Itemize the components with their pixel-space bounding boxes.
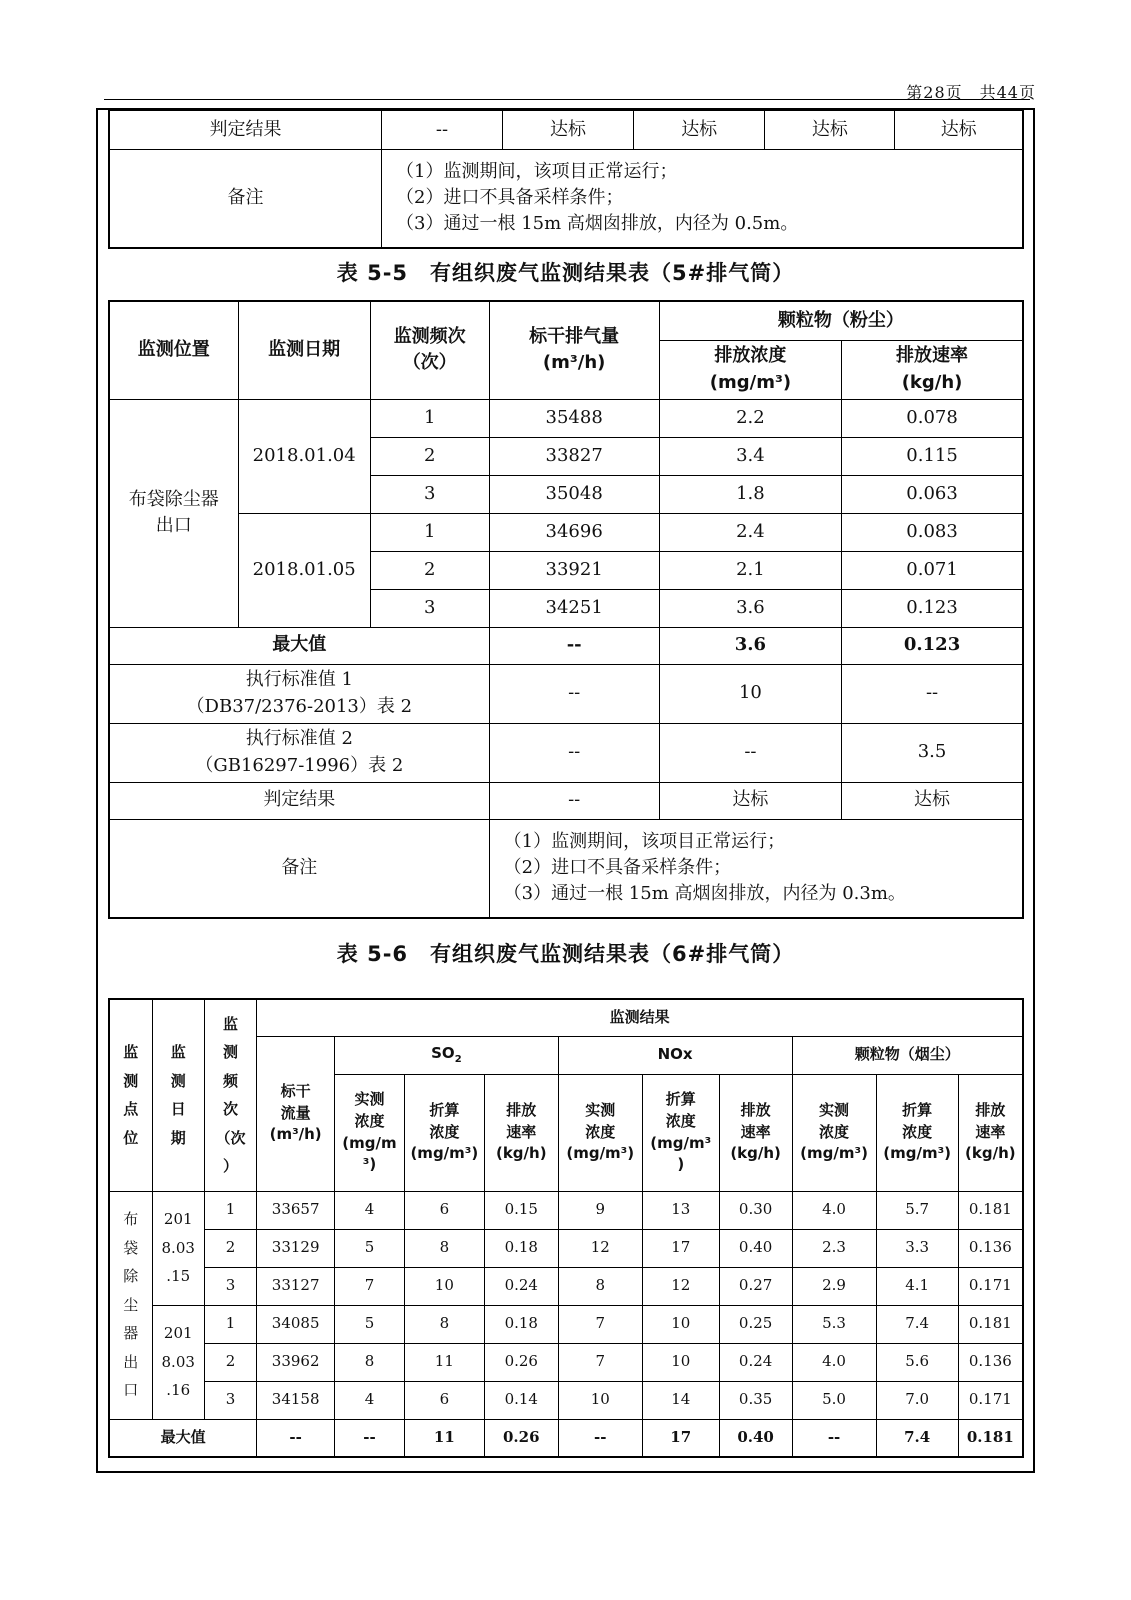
cell: 7 <box>335 1267 405 1305</box>
result-cell: 达标 <box>895 110 1023 149</box>
header-char: 位 <box>123 1128 139 1147</box>
table-5-5 <box>108 300 1024 919</box>
column-header <box>659 340 841 399</box>
max-label: 最大值 <box>109 1419 257 1457</box>
cell: 0.30 <box>719 1191 792 1229</box>
cell: 3 <box>370 475 489 513</box>
cell: 1 <box>204 1305 256 1343</box>
remarks-label: 备注 <box>109 149 382 248</box>
label-line: 执行标准值 2 <box>245 728 353 750</box>
table-row <box>109 513 1023 551</box>
header-char: 监 <box>170 1043 186 1062</box>
cell: 3.4 <box>659 437 841 475</box>
cell: 8 <box>335 1343 405 1381</box>
cell: 3 <box>204 1267 256 1305</box>
header-char: 日 <box>170 1100 186 1119</box>
location-cell <box>109 399 238 627</box>
date-line: 8.03 <box>161 1352 195 1371</box>
cell: 7.0 <box>876 1381 958 1419</box>
point-char: 出 <box>123 1352 139 1371</box>
table-row <box>109 1381 1023 1419</box>
date-cell <box>152 1305 204 1419</box>
header-line: (kg/h) <box>495 1144 547 1163</box>
header-char: 测 <box>223 1043 239 1062</box>
previous-table-tail <box>108 109 1024 249</box>
header-line: 折算 <box>665 1090 696 1108</box>
cell: 7 <box>558 1305 642 1343</box>
cell: 4 <box>335 1191 405 1229</box>
header-line: 速率 <box>740 1122 771 1141</box>
remark-line: （2）进口不具备采样条件； <box>396 187 624 209</box>
cell: 2.1 <box>659 551 841 589</box>
cell: 33657 <box>257 1191 335 1229</box>
table-row <box>109 1343 1023 1381</box>
cell: 11 <box>404 1419 484 1457</box>
column-group-header: 监测结果 <box>257 999 1023 1036</box>
cell: 达标 <box>659 782 841 819</box>
cell: 1 <box>370 399 489 437</box>
cell: 34085 <box>257 1305 335 1343</box>
header-line: 排放速率 <box>896 345 969 367</box>
cell: 6 <box>404 1191 484 1229</box>
column-header <box>958 1074 1023 1191</box>
date-line: .15 <box>166 1267 191 1286</box>
table-row <box>109 301 1023 340</box>
column-header <box>489 301 659 399</box>
cell: -- <box>659 723 841 782</box>
header-line: 排放浓度 <box>714 345 787 367</box>
cell: 13 <box>642 1191 719 1229</box>
cell: 2 <box>370 437 489 475</box>
cell: -- <box>257 1419 335 1457</box>
header-char: 监 <box>223 1014 239 1033</box>
point-char: 布 <box>123 1210 139 1229</box>
cell: -- <box>489 723 659 782</box>
cell: 34696 <box>489 513 659 551</box>
header-line: (mg/m³) <box>800 1144 868 1163</box>
cell: -- <box>842 664 1023 723</box>
cell: 0.123 <box>842 589 1023 627</box>
table-row <box>109 1229 1023 1267</box>
cell: 2.2 <box>659 399 841 437</box>
remark-line: （1）监测期间，该项目正常运行； <box>503 831 786 853</box>
cell: 10 <box>659 664 841 723</box>
cell: 2 <box>204 1229 256 1267</box>
cell: 33921 <box>489 551 659 589</box>
point-cell <box>109 1191 152 1419</box>
cell: 0.083 <box>842 513 1023 551</box>
cell: 10 <box>642 1305 719 1343</box>
cell: 11 <box>404 1343 484 1381</box>
cell: -- <box>489 664 659 723</box>
remark-line: （1）监测期间，该项目正常运行； <box>396 161 678 183</box>
cell: 12 <box>558 1229 642 1267</box>
header-line: (kg/h) <box>901 371 963 393</box>
standard-label <box>109 723 489 782</box>
column-header <box>204 999 256 1191</box>
table-5-5-title: 表 5-5 有组织废气监测结果表（5#排气筒） <box>336 261 795 285</box>
cell: 8 <box>404 1229 484 1267</box>
table-row <box>109 110 1023 149</box>
cell: 33827 <box>489 437 659 475</box>
standard-row <box>109 723 1023 782</box>
header-line: 速率 <box>506 1122 537 1141</box>
point-char: 除 <box>123 1267 139 1286</box>
cell: -- <box>792 1419 876 1457</box>
remarks-label: 备注 <box>109 819 489 918</box>
result-cell: 达标 <box>765 110 895 149</box>
header-line: 监测频次 <box>393 326 466 348</box>
header-char: 测 <box>123 1071 139 1090</box>
header-line: 实测 <box>585 1100 616 1119</box>
column-header <box>484 1074 558 1191</box>
table-row <box>109 149 1023 248</box>
cell: 5.7 <box>876 1191 958 1229</box>
column-header <box>370 301 489 399</box>
header-line: (kg/h) <box>730 1144 781 1163</box>
header-line: (mg/m³) <box>410 1144 479 1163</box>
remarks-text <box>382 149 1023 248</box>
table-5-6 <box>108 998 1024 1458</box>
cell: 8 <box>558 1267 642 1305</box>
cell: -- <box>489 627 659 664</box>
header-line: 浓度 <box>819 1122 850 1141</box>
cell: 2.9 <box>792 1267 876 1305</box>
cell: 0.24 <box>719 1343 792 1381</box>
cell: 33129 <box>257 1229 335 1267</box>
header-line: 实测 <box>354 1090 385 1108</box>
header-line: (mg/m³) <box>566 1144 635 1163</box>
column-header <box>876 1074 958 1191</box>
standard-row <box>109 664 1023 723</box>
header-line: 浓度 <box>429 1122 460 1141</box>
cell: 33127 <box>257 1267 335 1305</box>
column-header <box>152 999 204 1191</box>
result-row <box>109 782 1023 819</box>
date-line: 201 <box>163 1324 193 1343</box>
cell: 4.1 <box>876 1267 958 1305</box>
location-line: 布袋除尘器 <box>128 488 219 510</box>
header-char: 频 <box>223 1071 239 1090</box>
header-line: (mg/m³ <box>650 1133 712 1152</box>
header-char: 次 <box>223 1100 239 1119</box>
label-line: （GB16297-1996）表 2 <box>195 754 404 776</box>
header-char: ） <box>223 1157 239 1176</box>
cell: 0.181 <box>958 1191 1023 1229</box>
cell: 达标 <box>842 782 1023 819</box>
cell: 2 <box>370 551 489 589</box>
cell: 3.6 <box>659 627 841 664</box>
column-header <box>842 340 1023 399</box>
cell: 14 <box>642 1381 719 1419</box>
table-row <box>109 999 1023 1036</box>
cell: 7 <box>558 1343 642 1381</box>
cell: 7.4 <box>876 1305 958 1343</box>
point-char: 尘 <box>123 1295 139 1314</box>
cell: 0.14 <box>484 1381 558 1419</box>
cell: 0.40 <box>719 1419 792 1457</box>
cell: 34251 <box>489 589 659 627</box>
location-line: 出口 <box>155 515 192 536</box>
cell: 0.171 <box>958 1381 1023 1419</box>
cell: 1.8 <box>659 475 841 513</box>
header-line: 排放 <box>975 1100 1006 1119</box>
cell: 10 <box>404 1267 484 1305</box>
cell: 2 <box>204 1343 256 1381</box>
column-header <box>335 1074 405 1191</box>
cell: 5 <box>335 1229 405 1267</box>
date-cell: 2018.01.04 <box>238 399 370 513</box>
remarks-row <box>109 819 1023 918</box>
column-header <box>558 1074 642 1191</box>
cell: 5.6 <box>876 1343 958 1381</box>
cell: 35488 <box>489 399 659 437</box>
cell: 1 <box>204 1191 256 1229</box>
cell: 1 <box>370 513 489 551</box>
cell: 5 <box>335 1305 405 1343</box>
header-line: （次） <box>402 352 457 374</box>
cell: 0.25 <box>719 1305 792 1343</box>
max-row <box>109 627 1023 664</box>
column-header: 监测位置 <box>109 301 238 399</box>
cell: 0.18 <box>484 1229 558 1267</box>
cell: 34158 <box>257 1381 335 1419</box>
header-line: 标干排气量 <box>529 326 620 348</box>
header-line: 排放 <box>506 1100 537 1119</box>
cell: -- <box>558 1419 642 1457</box>
cell: 9 <box>558 1191 642 1229</box>
header-line: 浓度 <box>902 1122 933 1141</box>
column-header <box>257 1036 335 1191</box>
result-cell: -- <box>382 110 503 149</box>
column-group-header: 颗粒物（烟尘） <box>792 1036 1023 1074</box>
header-line: 速率 <box>975 1122 1006 1141</box>
cell: 3.3 <box>876 1229 958 1267</box>
header-line: ) <box>677 1155 685 1174</box>
cell: 3 <box>370 589 489 627</box>
header-line: 实测 <box>819 1100 850 1119</box>
column-header: 监测日期 <box>238 301 370 399</box>
header-char: （次 <box>215 1128 246 1147</box>
page-number: 第28页 共44页 <box>906 83 1036 102</box>
column-group-header: 颗粒物（粉尘） <box>659 301 1023 340</box>
cell: 0.27 <box>719 1267 792 1305</box>
cell: 0.078 <box>842 399 1023 437</box>
header-char: 点 <box>123 1100 139 1119</box>
standard-label <box>109 664 489 723</box>
header-line: 标干 <box>280 1081 311 1100</box>
point-char: 器 <box>123 1324 139 1343</box>
remarks-text <box>489 819 1023 918</box>
cell: 17 <box>642 1419 719 1457</box>
label-line: 执行标准值 1 <box>245 669 353 691</box>
result-cell: 达标 <box>502 110 633 149</box>
column-header <box>404 1074 484 1191</box>
cell: 0.171 <box>958 1267 1023 1305</box>
remark-line: （3）通过一根 15m 高烟囱排放，内径为 0.5m。 <box>396 213 799 235</box>
cell: 0.123 <box>842 627 1023 664</box>
header-rule <box>104 99 1030 100</box>
cell: 0.181 <box>958 1305 1023 1343</box>
header-line: 折算 <box>429 1100 460 1119</box>
cell: 0.18 <box>484 1305 558 1343</box>
cell: 3 <box>204 1381 256 1419</box>
column-header <box>642 1074 719 1191</box>
table-row <box>109 399 1023 437</box>
remark-line: （3）通过一根 15m 高烟囱排放，内径为 0.3m。 <box>503 883 906 905</box>
table-5-6-title: 表 5-6 有组织废气监测结果表（6#排气筒） <box>336 942 795 966</box>
header-char: 测 <box>170 1071 186 1090</box>
column-group-header: NOx <box>558 1036 792 1074</box>
header-line: (mg/m <box>342 1133 397 1152</box>
column-header <box>109 999 152 1191</box>
so2-subscript: 2 <box>454 1053 462 1065</box>
result-label: 判定结果 <box>109 110 382 149</box>
result-cell: 达标 <box>634 110 765 149</box>
cell: 0.24 <box>484 1267 558 1305</box>
cell: 3.5 <box>842 723 1023 782</box>
header-line: 浓度 <box>665 1111 696 1130</box>
header-line: (m³/h) <box>269 1125 322 1144</box>
cell: 6 <box>404 1381 484 1419</box>
label-line: （DB37/2376-2013）表 2 <box>186 695 413 717</box>
cell: 4.0 <box>792 1343 876 1381</box>
cell: 35048 <box>489 475 659 513</box>
cell: 0.15 <box>484 1191 558 1229</box>
result-label: 判定结果 <box>109 782 489 819</box>
header-line: (mg/m³) <box>709 371 792 393</box>
column-group-header <box>335 1036 559 1074</box>
cell: 0.071 <box>842 551 1023 589</box>
table-row <box>109 1267 1023 1305</box>
max-row <box>109 1419 1023 1457</box>
column-header <box>792 1074 876 1191</box>
cell: 17 <box>642 1229 719 1267</box>
cell: 12 <box>642 1267 719 1305</box>
table-row <box>109 1305 1023 1343</box>
header-line: 流量 <box>280 1103 311 1122</box>
cell: 5.3 <box>792 1305 876 1343</box>
point-char: 袋 <box>123 1238 139 1257</box>
so2-label: SO <box>431 1043 455 1062</box>
cell: 4 <box>335 1381 405 1419</box>
cell: 2.3 <box>792 1229 876 1267</box>
cell: 33962 <box>257 1343 335 1381</box>
date-line: 201 <box>163 1210 193 1229</box>
table-row <box>109 1191 1023 1229</box>
header-line: 浓度 <box>354 1111 385 1130</box>
cell: 8 <box>404 1305 484 1343</box>
header-char: 监 <box>123 1043 139 1062</box>
header-line: (m³/h) <box>542 352 606 374</box>
cell: 0.115 <box>842 437 1023 475</box>
max-label: 最大值 <box>109 627 489 664</box>
header-line: (kg/h) <box>965 1144 1016 1163</box>
cell: 7.4 <box>876 1419 958 1457</box>
cell: 0.181 <box>958 1419 1023 1457</box>
date-cell: 2018.01.05 <box>238 513 370 627</box>
header-line: ³) <box>362 1155 377 1174</box>
cell: 0.35 <box>719 1381 792 1419</box>
cell: 0.26 <box>484 1419 558 1457</box>
point-char: 口 <box>123 1381 139 1400</box>
header-line: 折算 <box>902 1100 933 1119</box>
cell: 0.063 <box>842 475 1023 513</box>
cell: 5.0 <box>792 1381 876 1419</box>
cell: 3.6 <box>659 589 841 627</box>
header-line: (mg/m³) <box>883 1144 952 1163</box>
header-line: 浓度 <box>585 1122 616 1141</box>
date-line: .16 <box>166 1381 191 1400</box>
cell: -- <box>335 1419 405 1457</box>
column-header <box>719 1074 792 1191</box>
cell: 2.4 <box>659 513 841 551</box>
cell: 0.40 <box>719 1229 792 1267</box>
cell: 4.0 <box>792 1191 876 1229</box>
remark-line: （2）进口不具备采样条件； <box>503 857 732 879</box>
cell: -- <box>489 782 659 819</box>
date-line: 8.03 <box>161 1238 195 1257</box>
header-char: 期 <box>170 1128 186 1147</box>
cell: 0.136 <box>958 1229 1023 1267</box>
cell: 0.136 <box>958 1343 1023 1381</box>
cell: 10 <box>558 1381 642 1419</box>
cell: 0.26 <box>484 1343 558 1381</box>
date-cell <box>152 1191 204 1305</box>
cell: 10 <box>642 1343 719 1381</box>
header-line: 排放 <box>740 1100 771 1119</box>
